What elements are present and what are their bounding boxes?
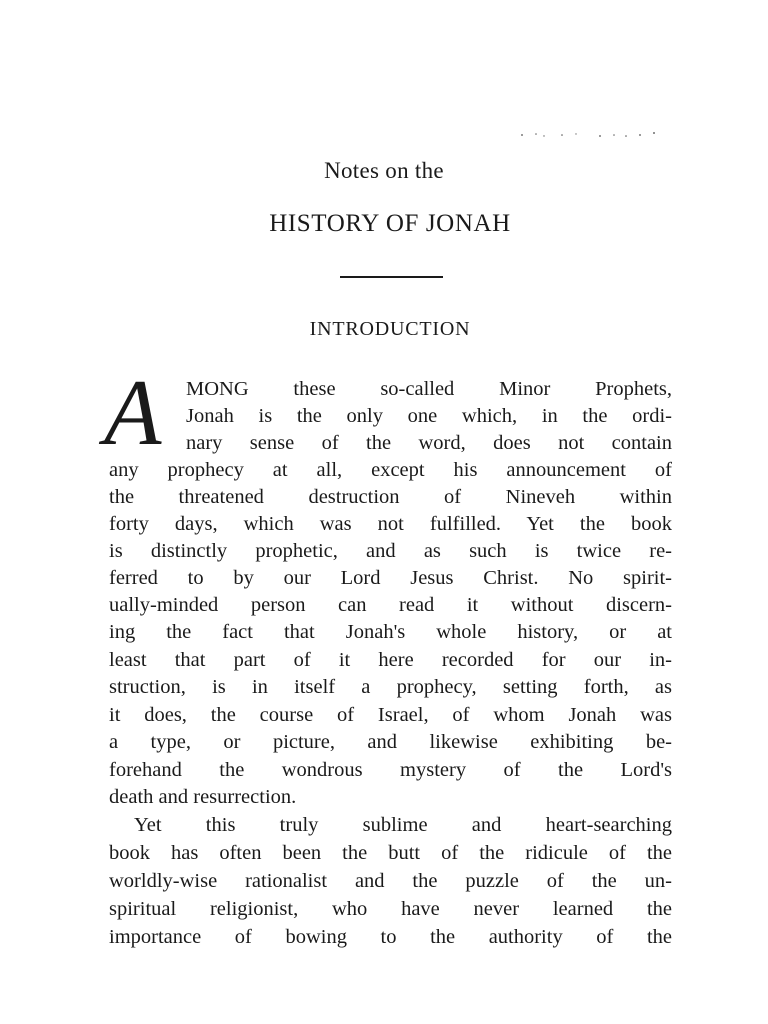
text-line: nary sense of the word, does not contain xyxy=(186,432,672,454)
text-line: a type, or picture, and likewise exhibiting be- xyxy=(109,731,672,753)
book-subtitle: Notes on the xyxy=(324,158,444,183)
text-line: book has often been the butt of the ridicule of the xyxy=(109,842,672,864)
section-heading: INTRODUCTION xyxy=(309,318,471,340)
text-line: ferred to by our Lord Jesus Christ. No spirit- xyxy=(109,567,672,589)
book-title: HISTORY OF JONAH xyxy=(269,210,511,237)
text-line: forty days, which was not fulfilled. Yet the book xyxy=(109,513,672,535)
text-line: forehand the wondrous mystery of the Lord's xyxy=(109,759,672,781)
text-line: spiritual religionist, who have never learned the xyxy=(109,898,672,920)
text-line: is distinctly prophetic, and as such is twice re- xyxy=(109,540,672,562)
text-line: the threatened destruction of Nineveh within xyxy=(109,486,672,508)
title-rule xyxy=(340,276,443,278)
text-line: ually-minded person can read it without discern- xyxy=(109,594,672,616)
print-specks xyxy=(518,130,658,140)
text-line: it does, the course of Israel, of whom Jonah was xyxy=(109,704,672,726)
text-line: importance of bowing to the authority of the xyxy=(109,926,672,948)
text-line: least that part of it here recorded for our in- xyxy=(109,649,672,671)
text-line: death and resurrection. xyxy=(109,786,297,808)
text-line: struction, is in itself a prophecy, setting forth, as xyxy=(109,676,672,698)
text-line: Jonah is the only one which, in the ordi- xyxy=(186,405,672,427)
text-line: worldly-wise rationalist and the puzzle of the un- xyxy=(109,870,672,892)
text-line: MONG these so-called Minor Prophets, xyxy=(186,378,672,400)
text-line: ing the fact that Jonah's whole history, or at xyxy=(109,621,672,643)
text-line: Yet this truly sublime and heart-searching xyxy=(134,814,672,836)
drop-cap: A xyxy=(104,361,162,465)
text-line: any prophecy at all, except his announcement of xyxy=(109,459,672,481)
